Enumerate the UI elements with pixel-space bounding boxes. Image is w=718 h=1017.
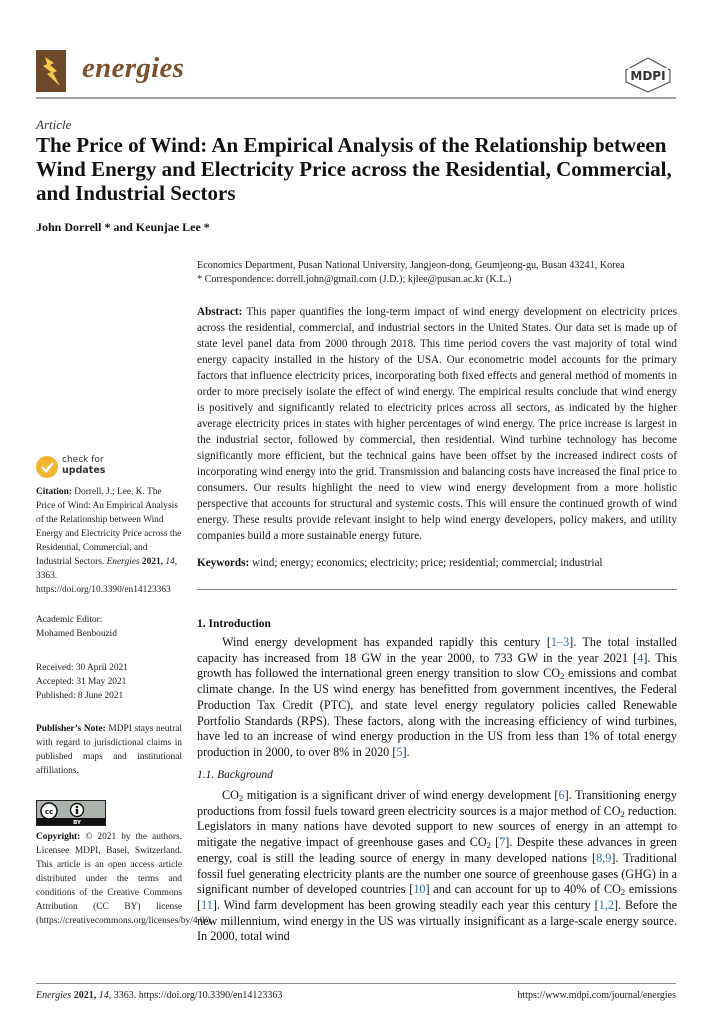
publication-dates [36,661,182,703]
reference-link[interactable]: 1–3 [550,635,570,649]
section-divider [197,589,677,590]
journal-name: energies [82,52,185,84]
abstract-text: This paper quantifies the long-term impact of wind energy development on electricity prices across the residential, commercial, and industrial sectors in the United States. Our data set is made up of state level panel data from 2000 through 2018. This time period covers the vast majority of total wind energy capacity installed in the history of the USA. Our econometric model accounts for the primary factors that influence electricity prices, incorporating both fixed effects and general method of moments in order to more precisely isolate the effect of wind energy. The empirical results conclude that wind energy is positively and significantly related to electricity prices across all sectors, as indicated by the higher average electricity prices in states with higher percentages of wind energy. The price increase is largest in the industrial sector, followed by commercial, then residential. Wind turbine technology has become significantly more efficient, but the technical gains have been offset by the increased indirect costs of incorporating wind energy into the grid. Transmission and balancing costs have increased the final price to consumers. Our results highlight the need to view wind energy development from a more holistic perspective that accounts for structural and systemic costs. This will ensure the continued growth of wind energy. These results provide relevant insight to help wind energy developers, policy makers, and utility companies build a more sustainable energy future. [197,306,677,542]
reference-link[interactable]: 4 [637,650,644,665]
journal-logo-icon [36,50,66,92]
footer-divider [36,983,676,984]
background-paragraph: $CO_2$ mitigation is a significant driver of wind energy development [6]. Transitioning energy productions from fossil fuels toward green electricity sources is a major method of $CO_2$ reduction. Legislators in many nations have devoted support to new sources of energy in an attempt to mitigate the negative impact of greenhouse gases and $CO_2$ [7]. Despite these advances in green energy, coal is still the leading source of energy in many developed nations [8,9]. Traditional fossil fuel generating electricity plants are the number one source of greenhouse gases (GHG) in a significant number of developed countries [10] and can account for up to 40% of $CO_2$ emissions [11]. Wind farm development has been growing steadily each year this century [1,2]. Before the new millennium, wind energy in the US was virtually insignificant as a large-scale energy source. In 2000, total wind [197,788,678,944]
citation-block: Citation: Dorrell, J.; Lee, K. The Price of Wind: An Empirical Analysis of the Relationship between Wind Energy and Electricity Price across the Residential, Commercial, and Industrial Sectors. Energies 2021, 14, 3363. https://doi.org/10.3390/en14123363 [36,487,182,595]
reference-link[interactable]: 1,2 [598,897,614,912]
section-heading-introduction: 1. Introduction [197,618,271,630]
affiliation: Economics Department, Pusan National University, Jangjeon-dong, Geumjeong-gu, Busan 43241, Korea [197,260,625,271]
keywords-text: wind; energy; economics; electricity; price; residential; commercial; industrial [252,557,603,569]
academic-editor: Academic Editor: Mohamed Benbouzid [36,615,117,639]
keywords [197,555,677,571]
authors: John Dorrell * and Keunjae Lee * [36,220,210,234]
svg-text:MDPI: MDPI [630,69,666,83]
mdpi-logo-icon[interactable] [622,56,674,94]
reference-link[interactable]: 10 [413,882,426,897]
intro-paragraph: Wind energy development has expanded rapidly this century [1–3]. The total installed capacity has increased from 18 GW in the year 2000, to 733 GW in the year 2021 [4]. This growth has followed the international green energy transition to slow $CO_2$ emissions and combat climate change. In the US wind energy has benefitted from government incentives, the Federal Production Tax Credit (PTC), and state level energy regulatory policies called Renewable Portfolio Standards (RPS). These factors, along with the increasing efficiency of wind turbines, have led to an increase of wind energy production in the US from less than 1% of total energy production in 2000, to over 8% in 2020 [5]. [197,635,677,759]
footer-citation: Energies 2021, 14, 3363. https://doi.org/10.3390/en14123363 [36,990,283,1001]
received-date: Received: 30 April 2021 [36,663,128,673]
reference-link[interactable]: 8,9 [596,850,612,865]
reference-link[interactable]: 6 [558,788,565,802]
published-date: Published: 8 June 2021 [36,691,124,701]
paper-title: The Price of Wind: An Empirical Analysis of the Relationship between Wind Energy and Electricity Price across the Residential, Commercial, and Industrial Sectors [36,133,672,205]
abstract-label: Abstract: [197,306,243,318]
reference-link[interactable]: 7 [499,835,506,850]
section-heading-background: 1.1. Background [197,769,273,781]
publishers-note: Publisher’s Note: MDPI stays neutral with regard to jurisdictional claims in published maps and institutional affiliations. [36,724,182,776]
footer-journal-link[interactable]: https://www.mdpi.com/journal/energies [517,990,676,1001]
reference-link[interactable]: 11 [201,897,213,912]
article-type: Article [36,117,72,132]
svg-text:BY: BY [73,820,81,825]
cc-by-license-icon[interactable] [36,800,106,826]
svg-text:cc: cc [44,808,54,816]
copyright-notice: Copyright: © 2021 by the authors. Licensee MDPI, Basel, Switzerland. This article is an open access article distributed under the terms and conditions of the Creative Commons Attribution (CC BY) license (https://creativecommons.org/licenses/by/4.0/). [36,832,213,926]
reference-link[interactable]: 5 [396,744,403,759]
accepted-date: Accepted: 31 May 2021 [36,677,127,687]
correspondence: * Correspondence: dorrell.john@gmail.com (J.D.); kjlee@pusan.ac.kr (K.L.) [197,274,512,285]
citation-doi-link[interactable]: 3363. https://doi.org/10.3390/en14123363 [36,571,171,595]
checkmark-icon [36,456,58,478]
footer-doi-link[interactable]: 3363. https://doi.org/10.3390/en14123363 [113,990,283,1001]
keywords-label: Keywords: [197,557,250,569]
header-divider [36,97,676,99]
abstract [197,304,677,544]
affiliation-block [197,259,677,287]
check-for-updates-button[interactable]: check for updates [36,454,116,480]
